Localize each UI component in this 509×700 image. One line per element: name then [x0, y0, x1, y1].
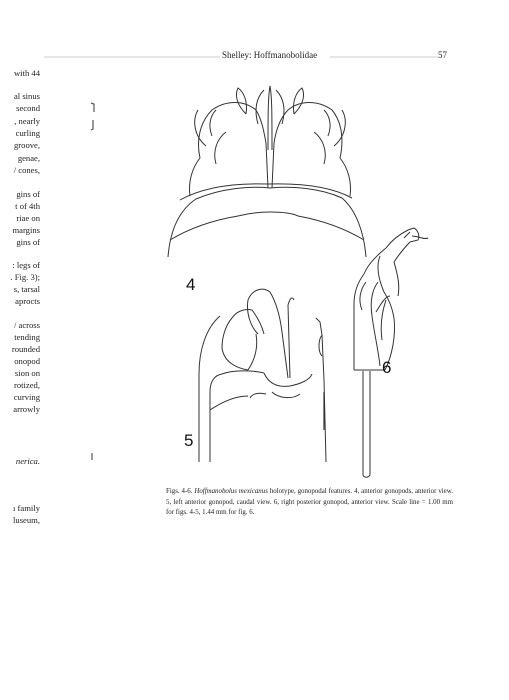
text-line: . Fig. 3);: [10, 272, 40, 282]
text-line: , nearly: [14, 116, 40, 126]
figure-caption: [166, 487, 453, 519]
figure-6-drawing: [354, 228, 428, 477]
gutter-marks: [91, 103, 94, 460]
text-line: rounded: [11, 344, 40, 354]
text-line: margins: [12, 225, 40, 235]
text-line: riae on: [16, 213, 40, 223]
text-line: groove,: [13, 140, 40, 150]
text-line: t of 4th: [15, 201, 40, 211]
figure-5-label: 5: [184, 431, 194, 450]
text-line: al sinus: [13, 91, 40, 101]
text-line: curling: [15, 128, 40, 138]
text-line: genae,: [17, 153, 40, 163]
text-line: / cones,: [13, 165, 40, 175]
text-line: tending: [14, 332, 40, 342]
caption-lead: Figs. 4-6.: [166, 488, 193, 495]
text-line: arrowly: [13, 404, 40, 414]
text-line: gins of: [16, 237, 40, 247]
text-line: onopod: [14, 356, 40, 366]
caption-text: holotype, gonopodal features. 4, anterior gonopods, anterior view. 5, left anterior gonopod, caudal view. 6, right posterior gonopod, anterior view. Scale line = 1.00 mm for figs. 4-5, 1.44 mm for fig. 6.: [166, 488, 453, 516]
text-line: nerica.: [15, 456, 40, 466]
text-line: with 44: [13, 68, 40, 78]
text-line: sion on: [14, 368, 40, 378]
running-header: Shelley: Hoffmanobolidae: [222, 50, 318, 60]
figure-5-drawing: [199, 289, 326, 462]
figure-4-drawing: [168, 86, 366, 257]
page-number: 57: [438, 50, 447, 60]
text-line: / across: [13, 320, 40, 330]
text-line: rotized,: [13, 380, 40, 390]
text-line: luseum,: [13, 515, 40, 525]
text-line: gins of: [16, 189, 40, 199]
text-line: ı family: [13, 503, 40, 513]
figure-6-label: 6: [382, 358, 392, 377]
caption-species: Hoffmanobolus mexicanus: [194, 488, 268, 495]
text-line: aprocts: [15, 296, 40, 306]
text-line: second: [16, 103, 40, 113]
text-line: : legs of: [12, 260, 40, 270]
figure-4-label: 4: [186, 275, 196, 294]
text-line: s, tarsal: [13, 284, 40, 294]
text-line: curving: [13, 392, 40, 402]
